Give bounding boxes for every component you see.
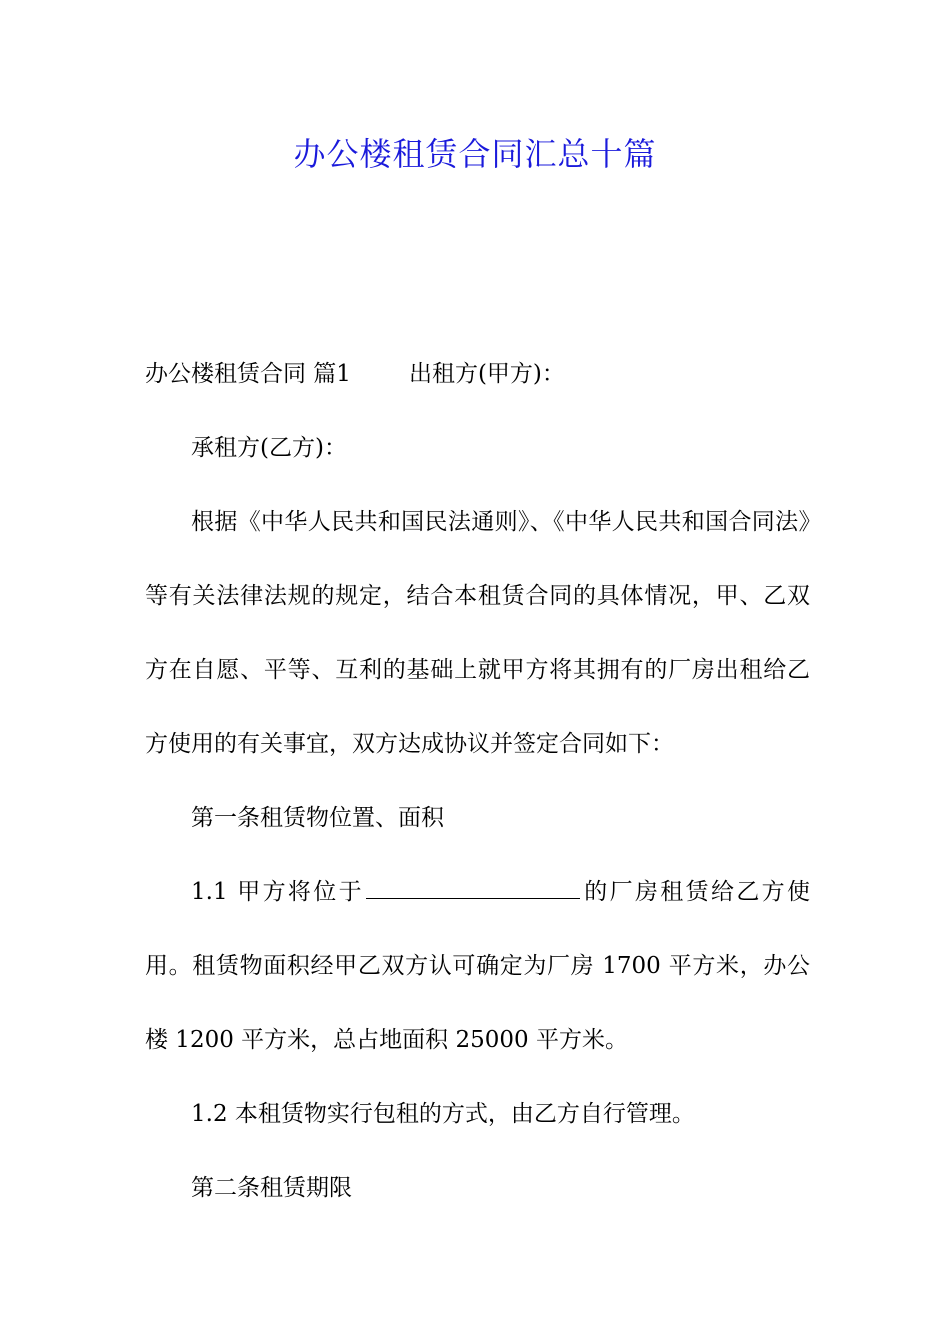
article2-title: 第二条租赁期限	[191, 1175, 352, 1201]
article1-title: 第一条租赁物位置、面积	[191, 805, 444, 831]
contract-heading: 办公楼租赁合同 篇1	[145, 361, 351, 387]
lessor-label: 出租方(甲方)：	[408, 361, 565, 387]
clause-1-1-after: 的厂房租赁给乙方使用。租赁物面积经甲乙双方认可确定为厂房 1700 平方米，办公楼 1200 平方米，总占地面积 25000 平方米。	[145, 879, 811, 1053]
contract-heading-line	[145, 337, 810, 411]
document-title: 办公楼租赁合同汇总十篇	[293, 135, 657, 173]
clause-1-1	[145, 855, 810, 1077]
address-blank-line	[366, 896, 580, 899]
preamble-paragraph: 根据《中华人民共和国民法通则》、《中华人民共和国合同法》等有关法律法规的规定，结合本租赁合同的具体情况，甲、乙双方在自愿、平等、互利的基础上就甲方将其拥有的厂房出租给乙方使用的有关事宜，双方达成协议并签定合同如下：	[145, 509, 810, 757]
clause-1-1-before: 1.1 甲方将位于	[191, 879, 364, 905]
clause-1-2: 1.2 本租赁物实行包租的方式，由乙方自行管理。	[191, 1101, 695, 1127]
contract-body	[145, 337, 810, 1225]
lessee-label: 承租方(乙方)：	[191, 435, 347, 461]
